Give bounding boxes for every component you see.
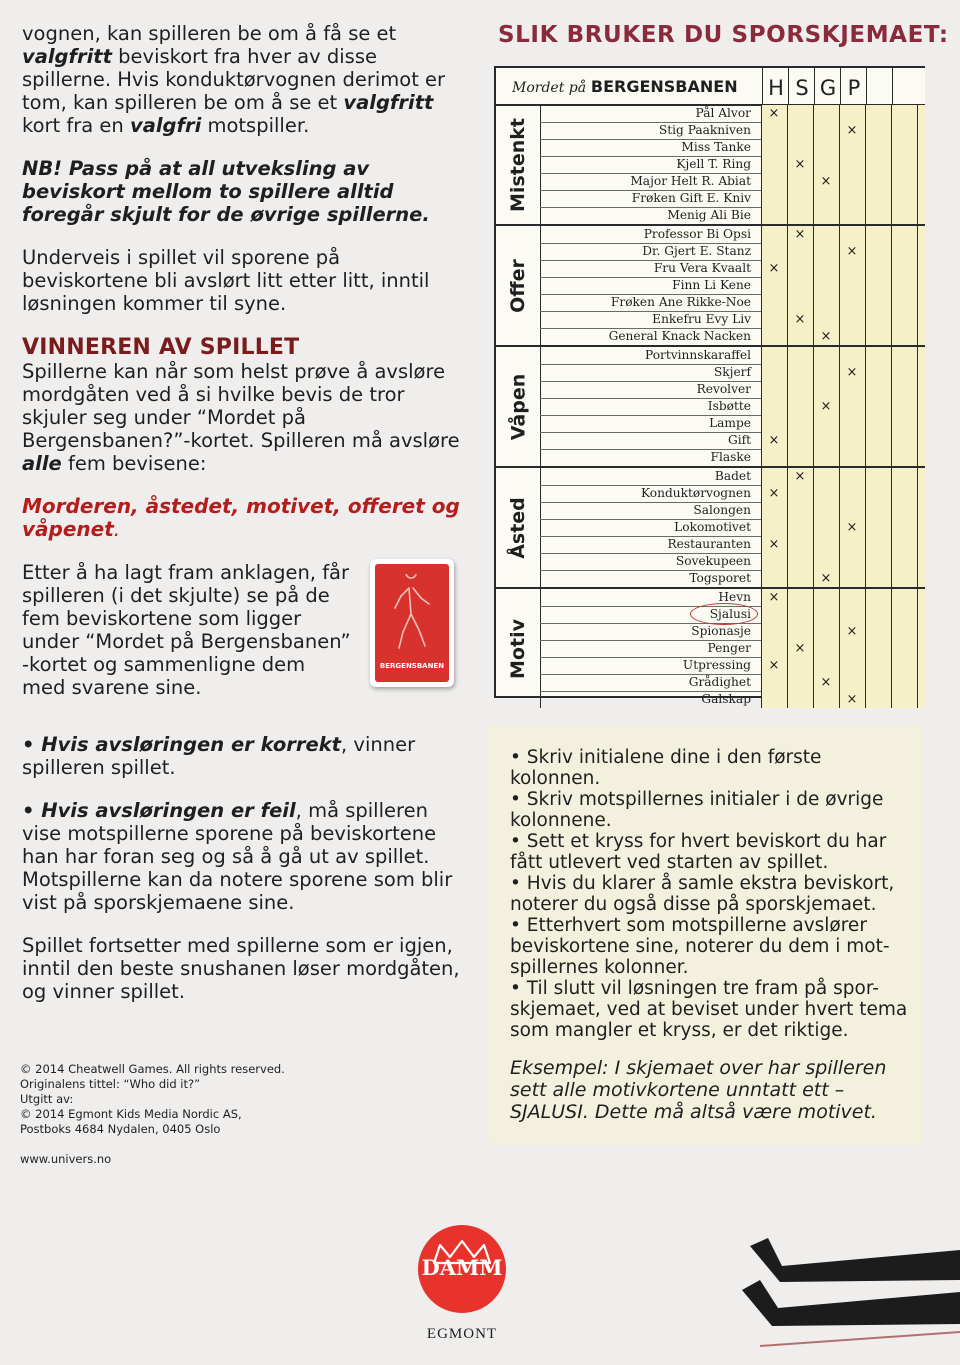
category-label-text: Åsted <box>507 496 529 559</box>
cross-mark: × <box>846 520 858 535</box>
text-fragment: vognen, kan spilleren be om å få se et <box>22 22 397 45</box>
sheet-row <box>540 207 925 224</box>
row-cells[interactable] <box>761 623 925 640</box>
row-name: Togsporet <box>689 571 751 585</box>
row-cells[interactable] <box>761 640 925 657</box>
row-cells[interactable] <box>761 398 925 415</box>
row-name: Skjerf <box>713 365 751 379</box>
copyright-line: Postboks 4684 Nydalen, 0405 Oslo <box>20 1122 221 1136</box>
grid-line <box>891 105 892 708</box>
row-name: General Knack Nacken <box>608 329 751 343</box>
category-label-text: Mistenkt <box>507 117 530 212</box>
row-cells[interactable] <box>761 190 925 207</box>
instruction-item: • Etterhvert som motspillerne avslører beviskortene sine, noterer du dem i mot-spillernes kolonner. <box>510 915 890 978</box>
sheet-row <box>540 485 925 503</box>
sheet-row <box>540 536 925 554</box>
instruction-item: • Sett et kryss for hvert beviskort du har fått utlevert ved starten av spillet. <box>510 831 887 873</box>
sheet-title: SLIK BRUKER DU SPORSKJEMAET: <box>498 22 949 48</box>
grid-line <box>761 105 762 708</box>
left-column <box>22 22 472 1023</box>
cross-mark: × <box>846 365 858 380</box>
row-name: Penger <box>707 641 751 655</box>
legs-illustration <box>720 1236 960 1365</box>
cross-mark: × <box>820 329 832 344</box>
copyright-line: Originalens tittel: “Who did it?” <box>20 1077 201 1091</box>
row-name: Dr. Gjert E. Stanz <box>642 244 751 258</box>
instruction-item: • Til slutt vil løsningen tre fram på spor-skjemaet, ved at beviset under hvert tema som mangler et kryss, er det riktige. <box>510 978 908 1041</box>
row-name: Finn Li Kene <box>672 278 751 292</box>
sheet-row <box>540 640 925 658</box>
cross-mark: × <box>768 106 780 121</box>
instruction-item: • Skriv motspillernes initialer i de øvrige kolonnene. <box>510 789 884 831</box>
column-header-p: P <box>840 68 867 104</box>
cross-mark: × <box>820 571 832 586</box>
row-name: Hevn <box>718 590 751 604</box>
sheet-row <box>540 156 925 174</box>
text-fragment: Spillerne kan når som helst prøve å avsløre mordgåten ved å si hvilke bevis de tror skjuler seg under “Mordet på Bergensbanen?”-kortet. Spilleren må avsløre <box>22 360 460 452</box>
sheet-row <box>540 347 925 365</box>
sheet-row <box>540 105 925 123</box>
grid-line <box>839 105 840 708</box>
row-cells[interactable] <box>761 570 925 587</box>
row-name: Grådighet <box>688 675 751 689</box>
progress-paragraph: Underveis i spillet vil sporene på beviskortene bli avslørt litt etter litt, inntil løsningen kommer til syne. <box>22 246 430 315</box>
sheet-row <box>540 674 925 692</box>
row-name: Spionasje <box>691 624 751 638</box>
category-label-text: Offer <box>507 258 529 313</box>
row-cells[interactable] <box>761 502 925 519</box>
grid-line <box>865 105 866 708</box>
row-cells[interactable] <box>761 294 925 311</box>
row-cells[interactable] <box>761 311 925 328</box>
sheet-row <box>540 606 925 624</box>
emphasis: valgfritt <box>22 45 112 68</box>
row-cells[interactable] <box>761 173 925 190</box>
emphasis: • Hvis avsløringen er feil <box>22 799 296 822</box>
copyright-line: © 2014 Cheatwell Games. All rights reserved. <box>20 1062 285 1076</box>
sheet-row <box>540 226 925 244</box>
text-fragment: motspiller. <box>201 114 310 137</box>
sheet-row <box>540 328 925 345</box>
category-label <box>496 105 540 224</box>
publisher-name: EGMONT <box>426 1326 498 1342</box>
sheet-row <box>540 277 925 295</box>
grid-line <box>813 105 814 708</box>
row-cells[interactable] <box>761 347 925 364</box>
row-name: Miss Tanke <box>681 140 751 154</box>
row-name: Restauranten <box>667 537 751 551</box>
sheet-row <box>540 243 925 261</box>
category-label <box>496 347 540 466</box>
wrong-bullet <box>22 799 472 914</box>
sheet-row <box>540 364 925 382</box>
example-text: Eksempel: I skjemaet over har spilleren sett alle motivkortene unntatt ett – SJALUSI. Dette må altså være motivet. <box>510 1057 887 1123</box>
row-cells[interactable] <box>761 485 925 502</box>
row-name: Sjalusi <box>709 607 751 621</box>
row-name: Enkefru Evy Liv <box>652 312 751 326</box>
cross-mark: × <box>794 641 806 656</box>
row-cells[interactable] <box>761 415 925 432</box>
row-cells[interactable] <box>761 381 925 398</box>
row-cells[interactable] <box>761 139 925 156</box>
card-title: BERGENSBANEN <box>379 662 445 670</box>
sheet-row <box>540 432 925 450</box>
text-fragment: , må spilleren vise motspillerne sporene på beviskortene han har foran seg og så å gå ut av spillet. Motspillerne kan da notere sporene som blir vist på sporskjemaene sine. <box>22 799 453 914</box>
clue-sheet <box>494 66 925 707</box>
instructions-box <box>488 725 924 1145</box>
instruction-item: • Skriv initialene dine i den første kolonnen. <box>510 747 822 789</box>
instruction-item: • Hvis du klarer å samle ekstra beviskort, noterer du også disse på sporskjemaet. <box>510 873 895 915</box>
sheet-row <box>540 502 925 520</box>
cross-mark: × <box>768 486 780 501</box>
category-label <box>496 589 540 708</box>
emphasis: alle <box>22 452 62 475</box>
row-cells[interactable] <box>761 553 925 570</box>
row-name: Frøken Gift E. Kniv <box>631 191 751 205</box>
card-face <box>375 564 449 682</box>
sheet-row <box>540 311 925 329</box>
sheet-row <box>540 139 925 157</box>
row-name: Kjell T. Ring <box>676 157 751 171</box>
text-fragment: Mordet på <box>512 80 587 96</box>
row-name: Salongen <box>693 503 751 517</box>
nb-note: NB! Pass på at all utveksling av beviskort mellom to spillere alltid foregår skjult for de øvrige spillerne. <box>22 157 430 226</box>
text-fragment: BERGENSBANEN <box>590 77 738 96</box>
row-name: Lampe <box>709 416 751 430</box>
column-header-g: G <box>814 68 841 104</box>
row-name: Major Helt R. Abiat <box>630 174 751 188</box>
category-label <box>496 468 540 587</box>
cross-mark: × <box>768 433 780 448</box>
grid-line <box>917 105 918 708</box>
row-cells[interactable] <box>761 589 925 606</box>
cross-mark: × <box>768 537 780 552</box>
row-name: Gift <box>727 433 751 447</box>
row-cells[interactable] <box>761 364 925 381</box>
sheet-header-title <box>512 77 738 96</box>
row-cells[interactable] <box>761 657 925 674</box>
intro-paragraph <box>22 22 472 137</box>
category-1 <box>496 226 925 347</box>
row-cells[interactable] <box>761 674 925 691</box>
row-name: Revolver <box>696 382 751 396</box>
cross-mark: × <box>820 174 832 189</box>
row-cells[interactable] <box>761 105 925 122</box>
row-cells[interactable] <box>761 328 925 345</box>
row-name: Galskap <box>701 692 751 706</box>
row-cells[interactable] <box>761 432 925 449</box>
row-name: Flaske <box>710 450 751 464</box>
text-fragment: . <box>113 517 121 541</box>
row-name: Menig Ali Bie <box>667 208 751 222</box>
row-name: Isbøtte <box>707 399 751 413</box>
highlight-circle <box>690 603 758 625</box>
cross-mark: × <box>820 675 832 690</box>
cross-mark: × <box>846 123 858 138</box>
text-fragment: beviskort fra hver av disse spillerne. Hvis konduktørvognen derimot er tom, kan spilleren be om å se et <box>22 45 446 114</box>
damm-logo <box>418 1225 506 1313</box>
instructions-list <box>510 747 910 1041</box>
sheet-row <box>540 381 925 399</box>
sheet-row <box>540 691 925 708</box>
cross-mark: × <box>768 658 780 673</box>
row-name: Pål Alvor <box>695 106 751 120</box>
category-2 <box>496 347 925 468</box>
sheet-row <box>540 190 925 208</box>
cross-mark: × <box>768 261 780 276</box>
sheet-row <box>540 260 925 278</box>
continue-paragraph: Spillet fortsetter med spillerne som er igjen, inntil den beste snushanen løser mordgåten, og vinner spillet. <box>22 934 460 1003</box>
sheet-row <box>540 173 925 191</box>
body-outline-icon <box>389 574 433 652</box>
cross-mark: × <box>794 312 806 327</box>
row-name: Frøken Ane Rikke-Noe <box>610 295 751 309</box>
sheet-row <box>540 398 925 416</box>
row-cells[interactable] <box>761 468 925 485</box>
sheet-row <box>540 294 925 312</box>
correct-bullet <box>22 733 472 779</box>
accusation-block <box>22 561 472 719</box>
text-fragment: , vinner spilleren spillet. <box>22 733 416 779</box>
sheet-row <box>540 657 925 675</box>
sheet-row <box>540 570 925 587</box>
emphasis: valgfri <box>129 114 202 137</box>
cross-mark: × <box>794 469 806 484</box>
row-name: Sovekupeen <box>675 554 751 568</box>
cross-mark: × <box>846 244 858 259</box>
accusation-paragraph: Etter å ha lagt fram anklagen, får spilleren (i det skjulte) se på de fem beviskortene som ligger under “Mordet på Bergensbanen” -kortet og sammenligne dem med svarene sine. <box>22 561 351 699</box>
grid-line <box>787 105 788 708</box>
row-name: Badet <box>714 469 751 483</box>
emphasis: • Hvis avsløringen er korrekt <box>22 733 342 756</box>
row-cells[interactable] <box>761 243 925 260</box>
row-cells[interactable] <box>761 207 925 224</box>
row-cells[interactable] <box>761 260 925 277</box>
category-3 <box>496 468 925 589</box>
cross-mark: × <box>846 692 858 707</box>
text-fragment: kort fra en <box>22 114 130 137</box>
row-cells[interactable] <box>761 226 925 243</box>
emphasis: valgfritt <box>343 91 434 114</box>
row-cells[interactable] <box>761 536 925 553</box>
website-link[interactable]: www.univers.no <box>20 1152 112 1166</box>
sheet-row <box>540 449 925 466</box>
column-header-s: S <box>788 68 815 104</box>
winner-paragraph <box>22 360 472 475</box>
column-header-h: H <box>762 68 789 104</box>
row-cells[interactable] <box>761 277 925 294</box>
text-fragment: Morderen, åstedet, motivet, offeret og våpenet <box>22 494 460 541</box>
text-fragment: fem bevisene: <box>61 452 207 475</box>
sheet-row <box>540 623 925 641</box>
section-heading: VINNEREN AV SPILLET <box>22 335 300 360</box>
sheet-row <box>540 553 925 571</box>
category-label-text: Våpen <box>507 373 529 440</box>
row-cells[interactable] <box>761 449 925 466</box>
row-cells[interactable] <box>761 691 925 708</box>
copyright-block <box>20 1062 285 1137</box>
row-cells[interactable] <box>761 519 925 536</box>
sheet-row <box>540 415 925 433</box>
cross-mark: × <box>794 227 806 242</box>
cross-mark: × <box>846 624 858 639</box>
category-label-text: Motiv <box>507 618 530 679</box>
evidence-list <box>22 495 472 541</box>
row-name: Lokomotivet <box>674 520 751 534</box>
row-cells[interactable] <box>761 122 925 139</box>
logo-wordmark: DAMM <box>421 1255 503 1280</box>
game-card-image <box>370 559 454 687</box>
row-name: Utpressing <box>682 658 751 672</box>
category-label <box>496 226 540 345</box>
category-4 <box>496 589 925 708</box>
column-header-empty <box>892 68 919 104</box>
sheet-row <box>540 519 925 537</box>
row-cells[interactable] <box>761 156 925 173</box>
sheet-row <box>540 122 925 140</box>
row-name: Konduktørvognen <box>641 486 751 500</box>
sheet-row <box>540 468 925 486</box>
cross-mark: × <box>768 590 780 605</box>
copyright-line: Utgitt av: <box>20 1092 74 1106</box>
copyright-line: © 2014 Egmont Kids Media Nordic AS, <box>20 1107 242 1121</box>
column-header-empty <box>866 68 893 104</box>
category-0 <box>496 105 925 226</box>
row-name: Portvinnskaraffel <box>644 348 751 362</box>
cross-mark: × <box>820 399 832 414</box>
row-name: Stig Paakniven <box>658 123 751 137</box>
cross-mark: × <box>794 157 806 172</box>
row-name: Professor Bi Opsi <box>643 227 751 241</box>
row-cells[interactable] <box>761 606 925 623</box>
row-name: Fru Vera Kvaalt <box>653 261 751 275</box>
